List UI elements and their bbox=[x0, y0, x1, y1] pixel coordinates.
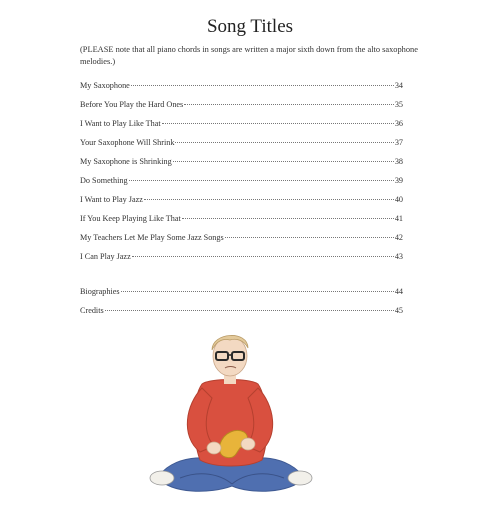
extras-toc-list bbox=[80, 287, 403, 325]
toc-entry-page: 44 bbox=[394, 287, 403, 296]
toc-entry-title: Credits bbox=[80, 306, 104, 315]
boy-saxophone-illustration bbox=[140, 328, 320, 500]
toc-entry bbox=[80, 81, 403, 100]
dot-leader bbox=[129, 180, 394, 181]
toc-entry-title: Do Something bbox=[80, 176, 128, 185]
toc-entry-page: 35 bbox=[394, 100, 403, 109]
toc-entry bbox=[80, 252, 403, 271]
toc-entry-page: 40 bbox=[394, 195, 403, 204]
toc-entry-title: My Saxophone bbox=[80, 81, 130, 90]
dot-leader bbox=[162, 123, 394, 124]
toc-entry-title: I Want to Play Jazz bbox=[80, 195, 143, 204]
dot-leader bbox=[121, 291, 394, 292]
toc-entry-page: 38 bbox=[394, 157, 403, 166]
right-hand bbox=[241, 438, 255, 450]
toc-entry-page: 45 bbox=[394, 306, 403, 315]
toc-entry-title: My Teachers Let Me Play Some Jazz Songs bbox=[80, 233, 224, 242]
dot-leader bbox=[144, 199, 394, 200]
toc-entry-title: Your Saxophone Will Shrink bbox=[80, 138, 175, 147]
toc-entry bbox=[80, 287, 403, 306]
page-title: Song Titles bbox=[206, 16, 294, 37]
toc-entry-page: 34 bbox=[394, 81, 403, 90]
left-hand bbox=[207, 442, 221, 454]
toc-entry-title: I Can Play Jazz bbox=[80, 252, 131, 261]
toc-entry-page: 42 bbox=[394, 233, 403, 242]
toc-entry-page: 36 bbox=[394, 119, 403, 128]
dot-leader bbox=[175, 142, 393, 143]
toc-entry bbox=[80, 157, 403, 176]
toc-entry-page: 41 bbox=[394, 214, 403, 223]
toc-entry bbox=[80, 176, 403, 195]
toc-entry bbox=[80, 100, 403, 119]
toc-entry-title: I Want to Play Like That bbox=[80, 119, 161, 128]
toc-entry bbox=[80, 306, 403, 325]
right-shoe bbox=[288, 471, 312, 485]
dot-leader bbox=[184, 104, 394, 105]
dot-leader bbox=[105, 310, 394, 311]
toc-entry-title: My Saxophone is Shrinking bbox=[80, 157, 172, 166]
toc-entry bbox=[80, 119, 403, 138]
toc-entry-title: Biographies bbox=[80, 287, 120, 296]
toc-entry bbox=[80, 233, 403, 252]
song-toc-list bbox=[80, 81, 403, 271]
toc-entry-page: 37 bbox=[394, 138, 403, 147]
dot-leader bbox=[225, 237, 394, 238]
toc-entry bbox=[80, 138, 403, 157]
dot-leader bbox=[182, 218, 394, 219]
toc-entry-page: 39 bbox=[394, 176, 403, 185]
toc-entry-title: If You Keep Playing Like That bbox=[80, 214, 181, 223]
chord-note: (PLEASE note that all piano chords in songs are written a major sixth down from the alto saxophone melodies.) bbox=[80, 45, 418, 66]
dot-leader bbox=[131, 85, 394, 86]
toc-entry-page: 43 bbox=[394, 252, 403, 261]
dot-leader bbox=[173, 161, 394, 162]
toc-entry-title: Before You Play the Hard Ones bbox=[80, 100, 184, 109]
dot-leader bbox=[132, 256, 394, 257]
left-shoe bbox=[150, 471, 174, 485]
toc-entry bbox=[80, 214, 403, 233]
toc-entry bbox=[80, 195, 403, 214]
